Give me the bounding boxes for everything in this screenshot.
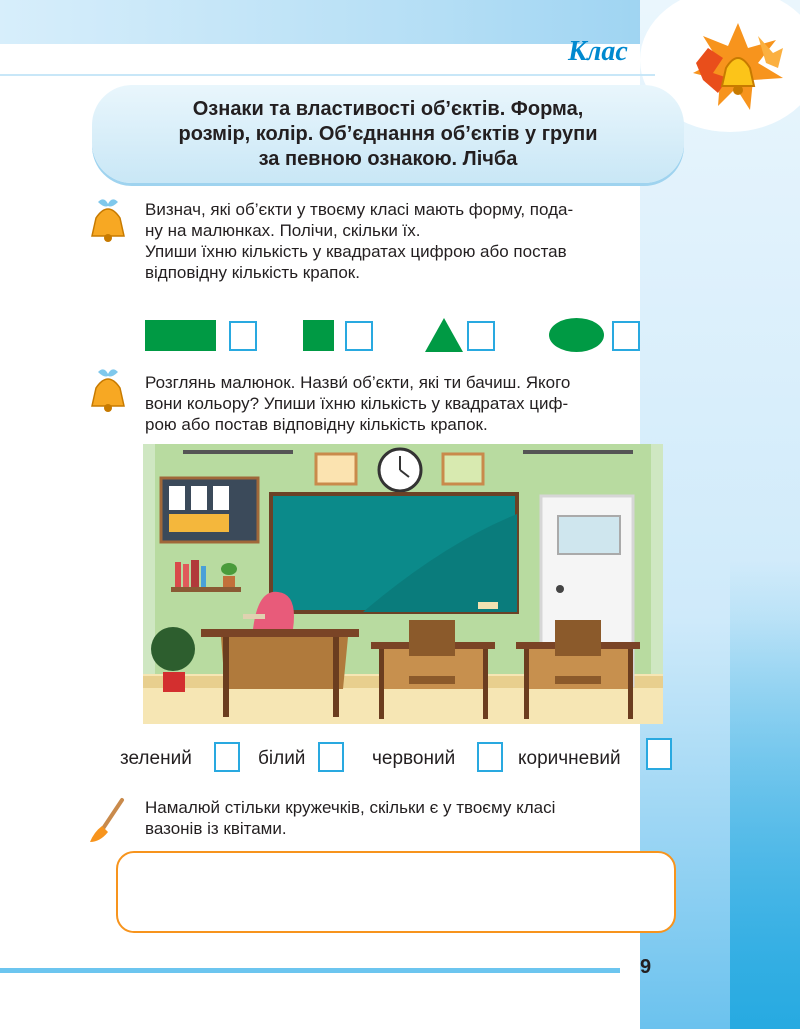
task1-text: Визнач, які об’єкти у твоєму класі мають форму, пода- ну на малюнках. Полічи, скільки їх. Упиши їхню кількість у квадратах цифрою або постав відповідну кількість крапок. <box>145 200 574 282</box>
square-count-box[interactable] <box>345 321 373 351</box>
white-count-box[interactable] <box>318 742 344 772</box>
color-label-green: зелений <box>120 748 192 769</box>
classroom-illustration <box>143 444 663 724</box>
triangle-count-box[interactable] <box>467 321 495 351</box>
triangle-shape <box>425 318 463 352</box>
green-count-box[interactable] <box>214 742 240 772</box>
section-label: Клас <box>568 36 628 67</box>
brush-icon <box>88 796 128 846</box>
page-number: 9 <box>640 956 652 978</box>
task3-text: Намалюй стільки кружечків, скільки є у твоєму класі вазонів із квітами. <box>145 798 556 838</box>
bell-icon <box>88 366 128 414</box>
oval-count-box[interactable] <box>612 321 640 351</box>
oval-shape <box>549 318 604 352</box>
header-underline <box>0 74 655 76</box>
drawing-answer-area[interactable] <box>116 851 676 933</box>
right-side-gradient <box>730 560 800 1029</box>
lesson-title: Ознаки та властивості об’єктів. Форма, розмір, колір. Об’єднання об’єктів у групи за певною ознакою. Лічба <box>178 97 598 170</box>
bell-icon <box>88 196 128 244</box>
square-shape <box>303 320 334 351</box>
brown-count-box[interactable] <box>646 738 672 770</box>
color-label-white: білий <box>258 748 306 769</box>
lesson-title-box <box>92 85 684 183</box>
autumn-leaves-bell-icon <box>688 18 788 118</box>
rectangle-count-box[interactable] <box>229 321 257 351</box>
task2-text: Розглянь малюнок. Назви́ об’єкти, які ти бачиш. Якого вони кольору? Упиши їхню кількість у квадратах циф- рою або постав відповідну кількість крапок. <box>145 373 571 434</box>
rectangle-shape <box>145 320 216 351</box>
color-label-red: червоний <box>372 748 456 769</box>
red-count-box[interactable] <box>477 742 503 772</box>
footer-line <box>0 968 620 973</box>
color-label-brown: коричневий <box>518 748 621 769</box>
